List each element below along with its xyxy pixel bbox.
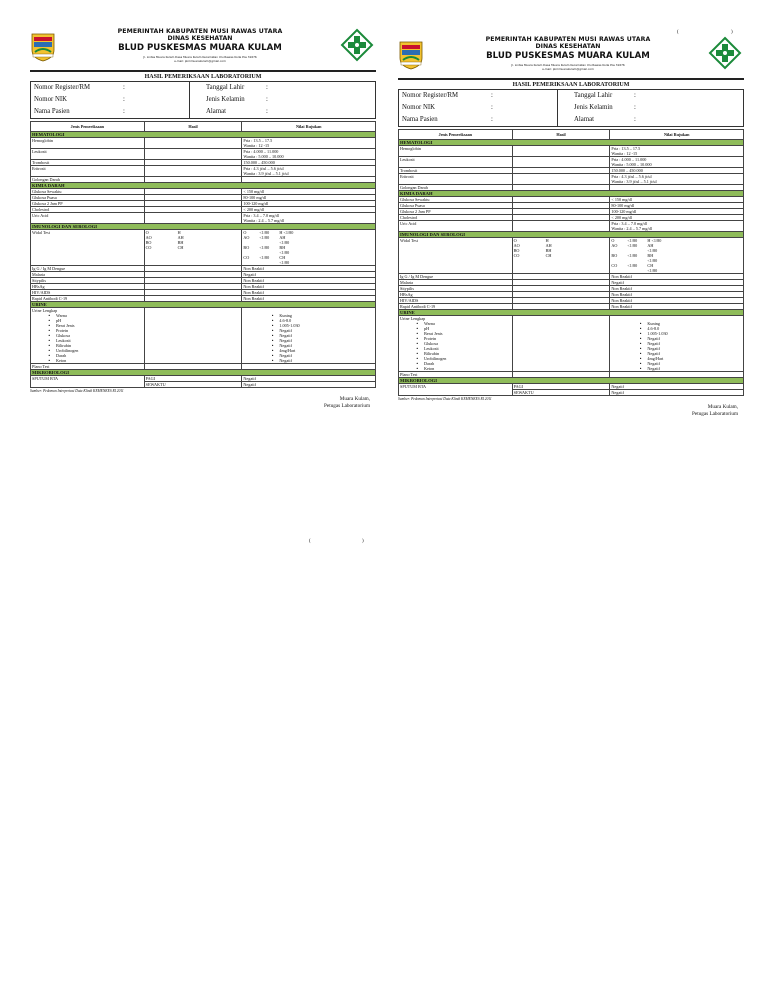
table-row: Rapid Antibodi C-19 Non Reaktif: [399, 304, 744, 310]
section-hematologi: HEMATOLOGI: [399, 140, 744, 146]
result-cell[interactable]: [512, 157, 610, 168]
table-row: Plano Test: [399, 372, 744, 378]
lab-form-right: [398, 34, 744, 418]
label-birthdate: Tanggal Lahir: [574, 92, 613, 99]
label-address: Alamat: [206, 108, 227, 115]
table-row: Glukosa Sewaktu < 150 mg/dl: [399, 197, 744, 203]
label-nik: Nomor NIK: [34, 96, 68, 103]
label-name: Nama Pasien: [34, 108, 70, 115]
table-row: Hemoglobin Pria : 13.5 – 17.5 Wanita : 12 -15: [31, 138, 376, 149]
label-birthdate: Tanggal Lahir: [206, 84, 245, 91]
table-row: Rapid Antibodi C-19 Non Reaktif: [31, 296, 376, 302]
table-row: Cholestrol < 200 mg/dl: [399, 215, 744, 221]
page-mark-open: (: [677, 30, 679, 35]
section-hematologi: HEMATOLOGI: [31, 132, 376, 138]
header-government: PEMERINTAH KABUPATEN MUSI RAWAS UTARA: [485, 36, 651, 43]
section-mikrobiologi: MIKROBIOLOGI: [31, 370, 376, 376]
table-row: Hemoglobin Pria : 13.5 – 17.5 Wanita : 12 -15: [399, 146, 744, 157]
lab-results-table: [398, 129, 744, 396]
patient-info: Nomor Register/RM : Tanggal Lahir : Nomor NIK : Jenis Kelamin : Nama Pasien : Alamat :: [30, 81, 376, 119]
label-register: Nomor Register/RM: [402, 92, 459, 99]
table-row: SPUTUM BTA PAGI Negatif: [31, 376, 376, 382]
label-name: Nama Pasien: [402, 116, 438, 123]
header-government: PEMERINTAH KABUPATEN MUSI RAWAS UTARA: [117, 28, 283, 35]
table-row: Sitypilis Non Reaktif: [399, 286, 744, 292]
table-row: Cholestrol < 200 mg/dl: [31, 207, 376, 213]
table-row: Widal Test O H AO AH BO BH CO CH O <1/80 H <1/80 AO <1/80 AH <1/80 BO <1/80 BH <1/80 CO <1/80 CH <1/80: [399, 238, 744, 274]
result-cell[interactable]: O H AO AH BO BH CO CH: [512, 238, 610, 274]
result-cell[interactable]: [512, 221, 610, 232]
table-row: Uric Acid Pria : 3.4 – 7.0 mg/dl Wanita : 2.4 – 5.7 mg/dl: [31, 213, 376, 224]
puskesmas-logo-icon: [340, 28, 374, 62]
table-header: [31, 122, 376, 132]
document-title: HASIL PEMERIKSAAN LABORATORIUM: [144, 74, 262, 80]
document-title: HASIL PEMERIKSAAN LABORATORIUM: [512, 82, 630, 88]
page-mark-close: ): [731, 30, 733, 35]
table-row: Urine Lengkap • Warna • pH • Berat Jenis • Protein • Glukosa • Leukosit • Bilirubin • Urobilinogen • Darah • Keton • Kuning • 4.6-8.0 • 1.005-1.030 • Negatif • Negatif • Negatif • Negatif • 4mg/Hari • Negatif • Negatif: [399, 316, 744, 372]
label-gender: Jenis Kelamin: [206, 96, 245, 103]
page-mark-close: ): [362, 539, 364, 544]
table-row: Eritrosit Pria : 4.3 jt/ul – 5.6 jt/ul Wanita : 3.9 jt/ul – 5.1 jt/ul: [31, 166, 376, 177]
header-facility: BLUD PUSKESMAS MUARA KULAM: [486, 51, 650, 61]
col-test: Jenis Pemeriksaan: [31, 122, 145, 132]
table-row: Ig G / Ig M Dengue Non Reaktif: [399, 274, 744, 280]
regency-emblem-icon: [398, 40, 424, 70]
col-reference: Nilai Rujukan: [610, 130, 744, 140]
section-imunologi: IMUNOLOGI DAN SEROLOGI: [399, 232, 744, 238]
signature-block: Muara Kulam, Petugas Laboratorium: [324, 396, 370, 409]
table-row: Widal Test O H AO AH BO BH CO CH O <1/80 H <1/80 AO <1/80 AH <1/80 BO <1/80 BH <1/80 CO <1/80 CH <1/80: [31, 230, 376, 266]
letterhead: [398, 34, 744, 80]
page-mark-open: (: [309, 539, 311, 544]
table-row: HIV/AIDS Non Reaktif: [399, 298, 744, 304]
section-kimia-darah: KIMIA DARAH: [31, 183, 376, 189]
puskesmas-logo-icon: [708, 36, 742, 70]
table-row: Plano Test: [31, 364, 376, 370]
table-header: [399, 130, 744, 140]
label-address: Alamat: [574, 116, 595, 123]
label-gender: Jenis Kelamin: [574, 104, 613, 111]
signature-block: Muara Kulam, Petugas Laboratorium: [692, 404, 738, 417]
table-row: Golongan Darah: [31, 177, 376, 183]
section-urine: URINE: [31, 302, 376, 308]
table-row: Malaria Negatif: [31, 272, 376, 278]
table-row: Glukosa Puasa 80-100 mg/dl: [31, 195, 376, 201]
result-cell[interactable]: [144, 213, 242, 224]
result-cell[interactable]: [512, 316, 610, 372]
table-row: Golongan Darah: [399, 185, 744, 191]
patient-info: Nomor Register/RM : Tanggal Lahir : Nomor NIK : Jenis Kelamin : Nama Pasien : Alamat :: [398, 89, 744, 127]
table-row: HIV/AIDS Non Reaktif: [31, 290, 376, 296]
table-row: Leukosit Pria : 4.000 – 11.000 Wanita : 5.000 – 10.000: [399, 157, 744, 168]
label-register: Nomor Register/RM: [34, 84, 91, 91]
col-reference: Nilai Rujukan: [242, 122, 376, 132]
section-kimia-darah: KIMIA DARAH: [399, 191, 744, 197]
table-row: Malaria Negatif: [399, 280, 744, 286]
result-cell[interactable]: [144, 149, 242, 160]
lab-form-left: [30, 26, 376, 410]
table-row: Glukosa 2 Jam PP 100-120 mg/dl: [399, 209, 744, 215]
table-row: Glukosa Puasa 80-100 mg/dl: [399, 203, 744, 209]
result-cell[interactable]: [512, 174, 610, 185]
table-row: SEWAKTU Negatif: [31, 382, 376, 388]
header-department: DINAS KESEHATAN: [167, 35, 233, 42]
header-address: Jl. Lintas Muara Kulam Desa Muara Kulam Kecamatan Ulu Rawas Kode Pos 31676: [511, 63, 625, 67]
lab-results-table: [30, 121, 376, 388]
table-row: Sitypilis Non Reaktif: [31, 278, 376, 284]
table-row: Glukosa Sewaktu < 150 mg/dl: [31, 189, 376, 195]
table-row: Urine Lengkap • Warna • pH • Berat Jenis • Protein • Glukosa • Leukosit • Bilirubin • Urobilinogen • Darah • Keton • Kuning • 4.6-8.0 • 1.005-1.030 • Negatif • Negatif • Negatif • Negatif • 4mg/Hari • Negatif • Negatif: [31, 308, 376, 364]
result-cell[interactable]: [144, 308, 242, 364]
reference-source: Sumber: Pedoman Interpretasi Data Klinik KEMENKES RI 2011: [398, 397, 492, 401]
header-address: Jl. Lintas Muara Kulam Desa Muara Kulam Kecamatan Ulu Rawas Kode Pos 31676: [143, 55, 257, 59]
table-row: Eritrosit Pria : 4.3 jt/ul – 5.6 jt/ul Wanita : 3.9 jt/ul – 5.1 jt/ul: [399, 174, 744, 185]
col-test: Jenis Pemeriksaan: [399, 130, 513, 140]
header-department: DINAS KESEHATAN: [535, 43, 601, 50]
reference-source: Sumber: Pedoman Interpretasi Data Klinik KEMENKES RI 2011: [30, 389, 124, 393]
result-cell[interactable]: O H AO AH BO BH CO CH: [144, 230, 242, 266]
col-result: Hasil: [144, 122, 242, 132]
section-imunologi: IMUNOLOGI DAN SEROLOGI: [31, 224, 376, 230]
label-nik: Nomor NIK: [402, 104, 436, 111]
table-row: Ig G / Ig M Dengue Non Reaktif: [31, 266, 376, 272]
regency-emblem-icon: [30, 32, 56, 62]
table-row: SEWAKTU Negatif: [399, 390, 744, 396]
header-email: e-mail: pkmmuarakulam@gmail.com: [174, 59, 226, 63]
letterhead: [30, 26, 376, 72]
header-facility: BLUD PUSKESMAS MUARA KULAM: [118, 43, 282, 53]
table-row: HBsAg Non Reaktif: [399, 292, 744, 298]
col-result: Hasil: [512, 130, 610, 140]
header-email: e-mail: pkmmuarakulam@gmail.com: [542, 67, 594, 71]
table-row: Trombosit 150.000 – 450.000: [399, 168, 744, 174]
result-cell[interactable]: [512, 146, 610, 157]
table-row: Glukosa 2 Jam PP 100-120 mg/dl: [31, 201, 376, 207]
table-row: SPUTUM BTA PAGI Negatif: [399, 384, 744, 390]
result-cell[interactable]: [144, 138, 242, 149]
table-row: Trombosit 150.000 – 450.000: [31, 160, 376, 166]
result-cell[interactable]: [144, 166, 242, 177]
section-mikrobiologi: MIKROBIOLOGI: [399, 378, 744, 384]
table-row: Leukosit Pria : 4.000 – 11.000 Wanita : 5.000 – 10.000: [31, 149, 376, 160]
table-row: HBsAg Non Reaktif: [31, 284, 376, 290]
table-row: Uric Acid Pria : 3.4 – 7.0 mg/dl Wanita : 2.4 – 5.7 mg/dl: [399, 221, 744, 232]
section-urine: URINE: [399, 310, 744, 316]
